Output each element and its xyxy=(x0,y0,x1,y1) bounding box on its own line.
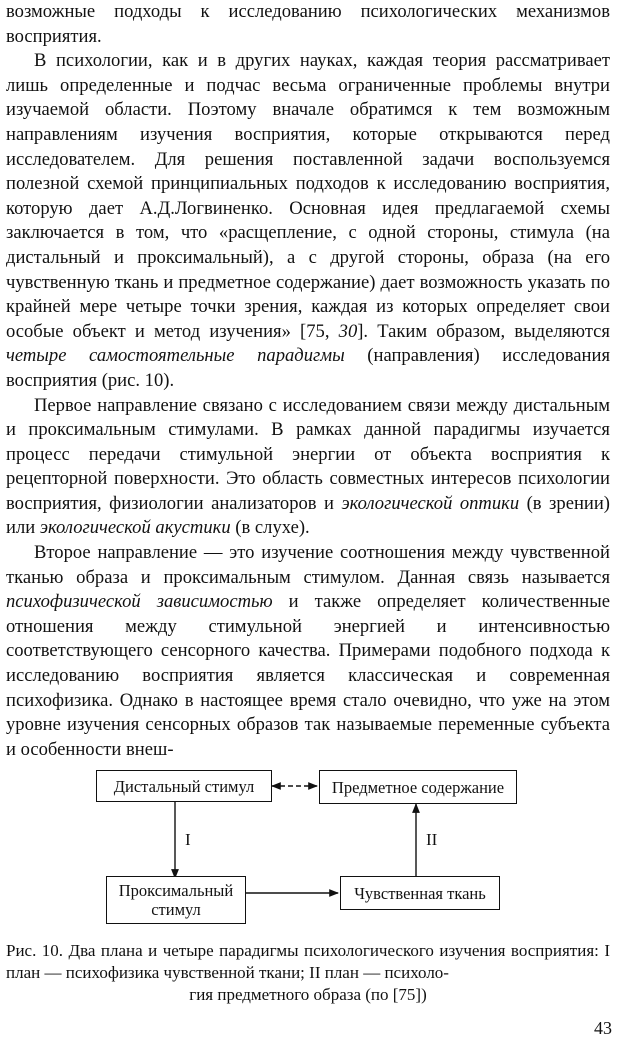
italic-term: психофизической зависимостью xyxy=(6,591,273,613)
text-run: (в зрении) или xyxy=(6,492,610,539)
caption-last-line: гия предметного образа (по [75]) xyxy=(189,985,427,1004)
body-text xyxy=(6,0,610,762)
page-number: 43 xyxy=(594,1018,612,1038)
box-proximal-stimulus: Проксимальный стимул xyxy=(106,876,246,924)
italic-term: 30 xyxy=(338,320,358,342)
paragraph xyxy=(6,49,610,393)
text-run: В психологии, как и в других науках, каждая теория рассматривает лишь определенные и подчас весьма ограниченные проблемы внутри изучаемой области. Поэтому вначале обратимся к тем возможным направлениям изучения восприятия, которые открываются перед исследователем. Для решения поставленной задачи воспользуемся полезной схемой принципиальных подходов к исследованию восприятия, которую дает А.Д.Логвиненко. Основная идея предлагаемой схемы заключается в том, что «расщепление, с одной стороны, стимула (на дистальный и проксимальный), а с другой стороны, образа (на его чувственную ткань и предметное содержание) дает возможность указать по крайней мере четыре точки зрения, каждая из которых определяет свои особые объект и метод изучения» [75, xyxy=(6,50,610,342)
text-run: Второе направление — это изучение соотношения между чувственной тканью образа и проксимальным стимулом. Данная связь называется xyxy=(6,542,610,588)
italic-term: экологической оптики xyxy=(341,492,520,514)
text-run: (направления) исследования восприятия (рис. 10). xyxy=(6,345,610,391)
text-run: возможные подходы к исследованию психологических механизмов восприятия. xyxy=(6,1,610,47)
text-run: и также определяет количественные отношения между стимульной энергией и интенсивностью соответствующего сенсорного качества. Примерами подобного подхода к исследованию восприятия является классическая и современная психофизика. Однако в настоящее время стало очевидно, что уже на этом уровне изучения сенсорных образов так называемые переменные субъекта и особенности внеш- xyxy=(6,591,610,760)
text-run: (в слухе). xyxy=(230,517,310,539)
figure-caption xyxy=(6,940,610,1006)
caption-main: Рис. 10. Два плана и четыре парадигмы психологического изучения восприятия: I план — психофизика чувственной ткани; II план — психоло- xyxy=(6,941,610,982)
italic-term: экологической акустики xyxy=(39,517,231,539)
label-plan-ii: II xyxy=(426,830,438,849)
figure-10-diagram xyxy=(0,760,620,935)
italic-term: четыре самостоятельные парадигмы xyxy=(6,345,345,367)
text-run: ]. Таким образом, выделяются xyxy=(357,320,610,342)
box-sensory-fabric: Чувственная ткань xyxy=(340,876,500,910)
text-run: Первое направление связано с исследованием связи между дистальным и проксимальным стимулами. В рамках данной парадигмы изучается процесс передачи стимульной энергии от объекта восприятия к рецепторной поверхности. Это область совместных интересов психологии восприятия, физиологии анализаторов и xyxy=(6,394,610,514)
paragraph xyxy=(6,394,610,542)
box-distal-stimulus: Дистальный стимул xyxy=(96,770,272,802)
paragraph xyxy=(6,0,610,49)
box-object-content: Предметное содержание xyxy=(319,770,517,804)
paragraph xyxy=(6,541,610,762)
diagram-connectors xyxy=(0,760,620,935)
label-plan-i: I xyxy=(185,830,191,849)
